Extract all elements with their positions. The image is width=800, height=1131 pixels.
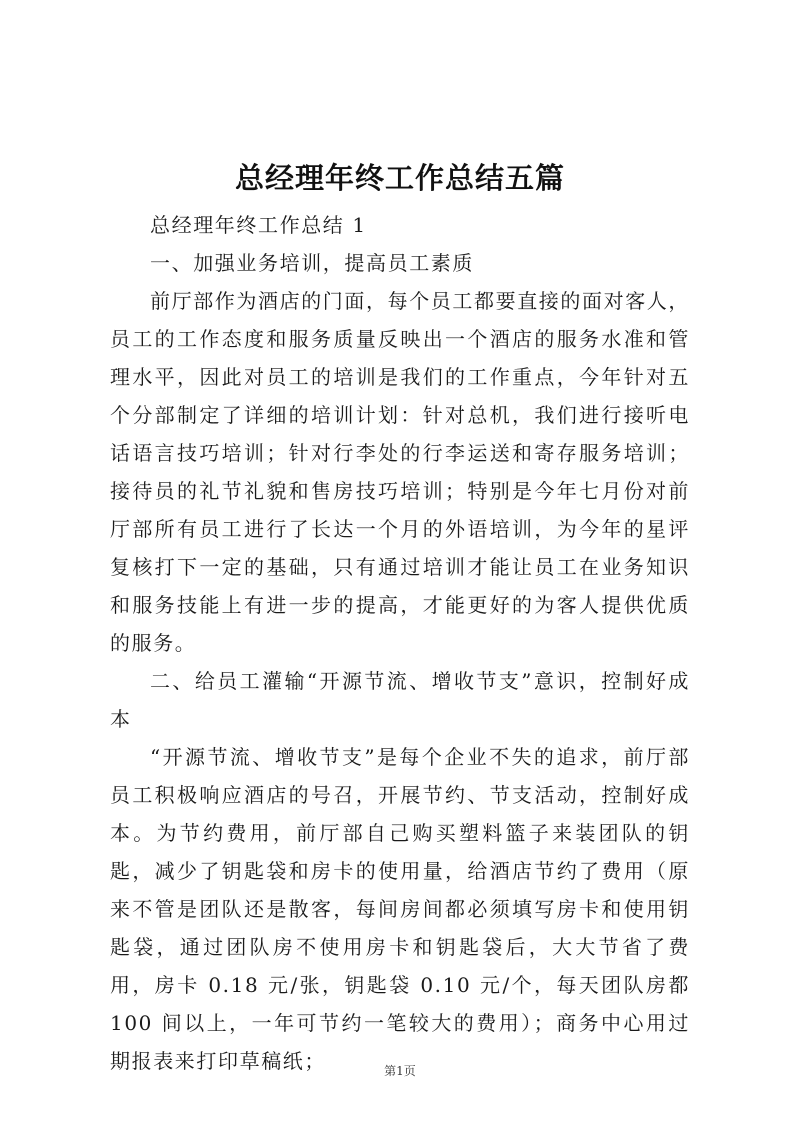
document-body [110,206,690,1080]
section-heading-summary-1: 总经理年终工作总结 1 [150,213,367,237]
paragraph-training: 前厅部作为酒店的门面，每个员工都要直接的面对客人，员工的工作态度和服务质量反映出一个酒店的服务水准和管理水平，因此对员工的培训是我们的工作重点，今年针对五个分部制定了详细的培训计划：针对总机，我们进行接听电话语言技巧培训；针对行李处的行李运送和寄存服务培训；接待员的礼节礼貌和售房技巧培训；特别是今年七月份对前厅部所有员工进行了长达一个月的外语培训，为今年的星评复核打下一定的基础，只有通过培训才能让员工在业务知识和服务技能上有进一步的提高，才能更好的为客人提供优质的服务。 [110,289,690,655]
document-title: 总经理年终工作总结五篇 [234,161,565,195]
paragraph-cost-control: “开源节流、增收节支”是每个企业不失的追求，前厅部员工积极响应酒店的号召，开展节约、节支活动，控制好成本。为节约费用，前厅部自己购买塑料篮子来装团队的钥匙，减少了钥匙袋和房卡的使用量，给酒店节约了费用（原来不管是团队还是散客，每间房间都必须填写房卡和使用钥匙袋，通过团队房不使用房卡和钥匙袋后，大大节省了费用，房卡 0.18 元/张，钥匙袋 0.10 元/个，每天团队房都 100 间以上，一年可节约一笔较大的费用）；商务中心用过期报表来打印草稿纸； [110,745,690,1073]
page-number-footer: 第1页 [384,1064,416,1078]
section-heading-cost-control: 二、给员工灌输“开源节流、增收节支”意识，控制好成本 [110,669,690,731]
section-heading-training: 一、加强业务培训，提高员工素质 [150,251,474,275]
